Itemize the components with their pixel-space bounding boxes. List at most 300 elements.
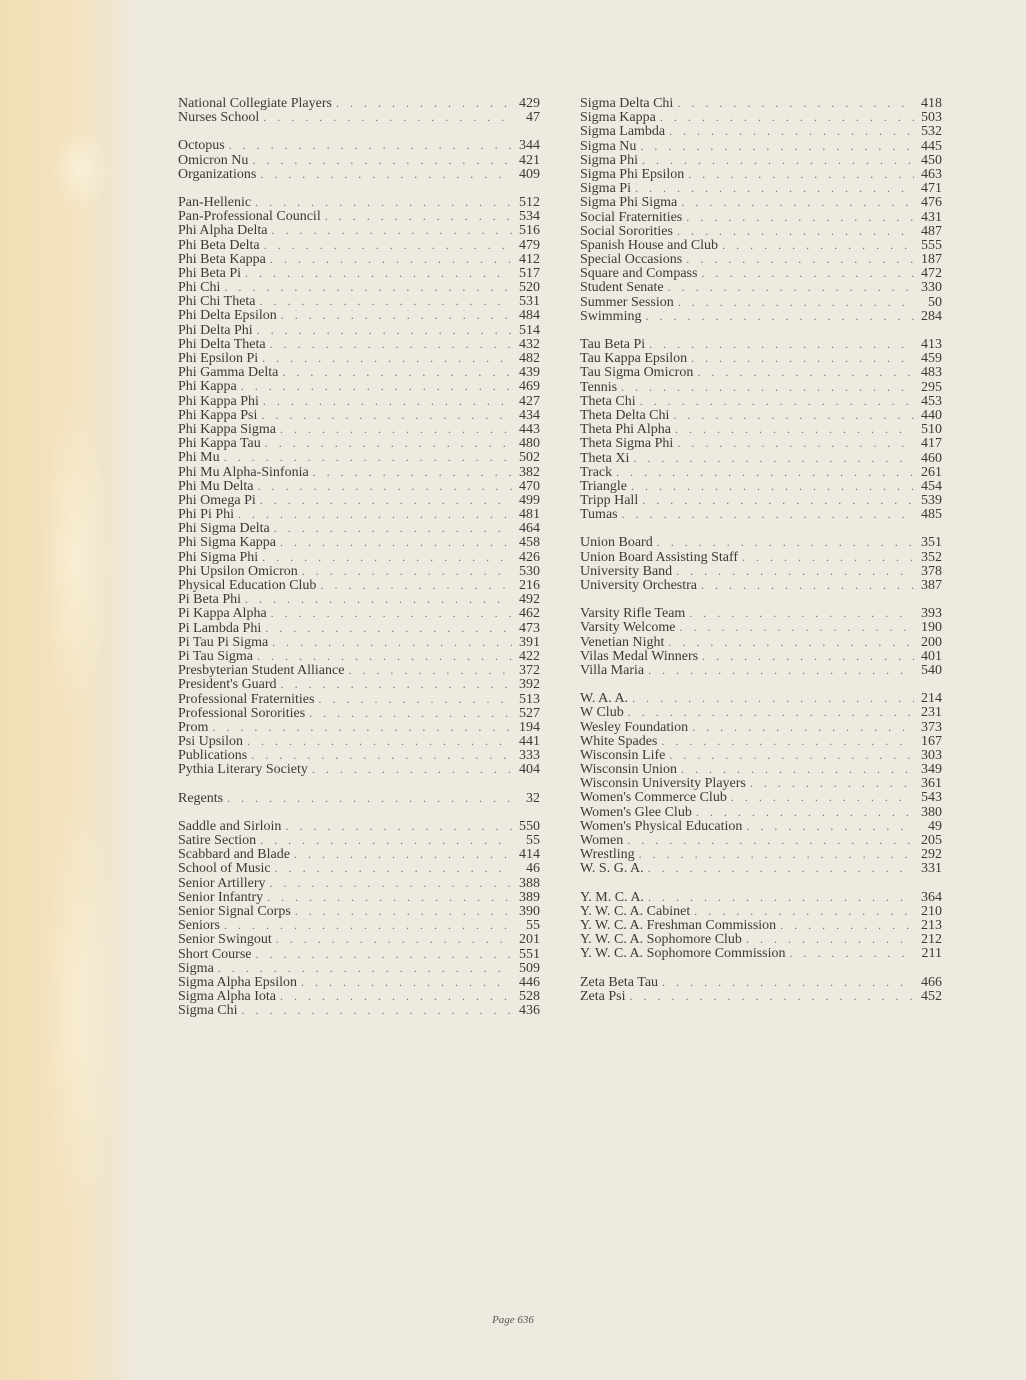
index-entry — [178, 975, 540, 989]
index-entry — [580, 805, 942, 819]
dot-leader — [260, 833, 512, 847]
entry-page-number: 487 — [921, 223, 942, 239]
entry-name: W Club — [580, 705, 624, 721]
entry-name: Wisconsin Life — [580, 747, 666, 763]
entry-name: Phi Alpha Delta — [178, 223, 268, 239]
dot-leader — [678, 295, 914, 309]
entry-page-number: 453 — [921, 393, 942, 409]
entry-name: University Orchestra — [580, 578, 698, 593]
index-entry — [178, 550, 540, 564]
entry-name: Tripp Hall — [580, 493, 639, 509]
entry-name: Wisconsin Union — [580, 762, 678, 778]
entry-page-number: 432 — [519, 336, 540, 352]
dot-leader — [212, 720, 512, 734]
entry-name: Phi Sigma Phi — [178, 549, 259, 565]
dot-leader — [312, 762, 512, 776]
entry-page-number: 452 — [921, 988, 942, 1004]
entry-page-number: 361 — [921, 776, 942, 792]
entry-name: Psi Upsilon — [178, 734, 243, 750]
dot-leader — [260, 294, 512, 308]
dot-leader — [622, 507, 914, 521]
dot-leader — [224, 918, 512, 932]
entry-name: Phi Beta Pi — [178, 265, 242, 281]
entry-name: Phi Sigma Kappa — [178, 535, 276, 551]
dot-leader — [668, 635, 914, 649]
index-entry — [580, 408, 942, 422]
entry-page-number: 200 — [921, 634, 942, 650]
dot-leader — [272, 635, 512, 649]
entry-name: Sigma Alpha Epsilon — [178, 974, 297, 990]
entry-page-number: 484 — [519, 308, 540, 324]
entry-name: Union Board — [580, 535, 653, 551]
entry-page-number: 205 — [921, 833, 942, 848]
index-entry — [178, 465, 540, 479]
index-letter-group — [178, 138, 540, 181]
entry-page-number: 516 — [519, 223, 540, 239]
entry-name: Sigma Delta Chi — [580, 96, 674, 111]
figure-illustration — [20, 60, 120, 1360]
entry-page-number: 471 — [921, 181, 942, 197]
dot-leader — [691, 351, 914, 365]
index-entry — [580, 720, 942, 734]
entry-page-number: 284 — [921, 308, 942, 324]
entry-page-number: 459 — [921, 351, 942, 367]
index-entry — [178, 677, 540, 691]
entry-name: Varsity Welcome — [580, 620, 676, 636]
index-entry — [178, 153, 540, 167]
dot-leader — [318, 692, 512, 706]
entry-name: Sigma Phi — [580, 152, 638, 168]
index-entry — [178, 748, 540, 762]
index-entry — [178, 621, 540, 635]
index-entry — [178, 734, 540, 748]
index-entry — [580, 748, 942, 762]
entry-name: Spanish House and Club — [580, 237, 719, 253]
index-entry — [178, 379, 540, 393]
entry-page-number: 503 — [921, 110, 942, 126]
index-entry — [580, 351, 942, 365]
index-entry — [178, 961, 540, 975]
index-entry — [178, 408, 540, 422]
index-entry — [580, 195, 942, 209]
dot-leader — [294, 847, 512, 861]
index-entry — [580, 394, 942, 408]
index-entry — [580, 280, 942, 294]
dot-leader — [227, 791, 512, 805]
dot-leader — [313, 465, 512, 479]
entry-page-number: 510 — [921, 422, 942, 438]
dot-leader — [275, 861, 512, 875]
entry-page-number: 534 — [519, 209, 540, 225]
dot-leader — [648, 663, 914, 677]
index-entry — [580, 96, 942, 110]
entry-page-number: 378 — [921, 563, 942, 579]
index-entry — [178, 252, 540, 266]
index-entry — [580, 266, 942, 280]
index-entry — [580, 918, 942, 932]
dot-leader — [301, 975, 512, 989]
entry-name: Phi Sigma Delta — [178, 521, 270, 537]
dot-leader — [694, 904, 914, 918]
dot-leader — [669, 748, 914, 762]
index-entry — [580, 337, 942, 351]
entry-name: White Spades — [580, 733, 658, 749]
dot-leader — [660, 110, 914, 124]
index-entry — [580, 989, 942, 1003]
index-entry — [580, 975, 942, 989]
dot-leader — [702, 649, 914, 663]
entry-name: Theta Sigma Phi — [580, 436, 674, 452]
entry-page-number: 413 — [921, 337, 942, 352]
entry-page-number: 466 — [921, 974, 942, 990]
dot-leader — [697, 365, 914, 379]
dot-leader — [790, 946, 914, 960]
entry-page-number: 330 — [921, 280, 942, 296]
entry-name: Tennis — [580, 379, 618, 395]
dot-leader — [251, 748, 512, 762]
index-entry — [178, 323, 540, 337]
index-entry — [580, 436, 942, 450]
entry-page-number: 485 — [921, 507, 942, 523]
entry-name: Pi Lambda Phi — [178, 620, 262, 636]
index-entry — [178, 280, 540, 294]
dot-leader — [285, 819, 512, 833]
dot-leader — [746, 932, 914, 946]
index-entry — [178, 904, 540, 918]
dot-leader — [649, 337, 914, 351]
index-entry — [178, 564, 540, 578]
index-entry — [178, 223, 540, 237]
dot-leader — [722, 238, 914, 252]
index-entry — [580, 295, 942, 309]
dot-leader — [260, 493, 512, 507]
entry-page-number: 463 — [921, 166, 942, 182]
dot-leader — [309, 706, 512, 720]
entry-page-number: 167 — [921, 733, 942, 749]
entry-name: Y. W. C. A. Freshman Commission — [580, 917, 777, 933]
dot-leader — [633, 451, 914, 465]
entry-page-number: 32 — [526, 790, 540, 806]
entry-name: Omicron Nu — [178, 152, 249, 168]
page-number: Page 636 — [492, 1314, 534, 1326]
entry-page-number: 520 — [519, 280, 540, 296]
entry-page-number: 422 — [519, 648, 540, 664]
entry-name: Phi Beta Kappa — [178, 251, 266, 267]
entry-name: Sigma Lambda — [580, 124, 666, 140]
entry-name: Short Course — [178, 946, 252, 962]
dot-leader — [281, 677, 512, 691]
index-letter-group — [580, 96, 942, 323]
index-entry — [580, 493, 942, 507]
dot-leader — [627, 833, 914, 847]
entry-name: President's Guard — [178, 677, 277, 693]
index-entry — [178, 96, 540, 110]
dot-leader — [701, 578, 914, 592]
index-letter-group — [178, 96, 540, 124]
index-entry — [580, 904, 942, 918]
entry-name: Phi Delta Epsilon — [178, 308, 277, 324]
dot-leader — [264, 238, 512, 252]
entry-name: Y. W. C. A. Sophomore Commission — [580, 946, 786, 962]
entry-page-number: 211 — [921, 946, 942, 962]
index-entry — [178, 762, 540, 776]
index-entry — [178, 450, 540, 464]
entry-name: Phi Kappa — [178, 379, 237, 395]
entry-page-number: 530 — [519, 563, 540, 579]
entry-page-number: 210 — [921, 903, 942, 919]
entry-page-number: 550 — [519, 818, 540, 834]
index-entry — [580, 153, 942, 167]
dot-leader — [750, 776, 914, 790]
index-entry — [580, 507, 942, 521]
entry-name: Vilas Medal Winners — [580, 648, 699, 664]
index-entry — [178, 436, 540, 450]
index-entry — [580, 734, 942, 748]
entry-name: Nurses School — [178, 110, 260, 126]
entry-page-number: 50 — [928, 294, 942, 310]
entry-name: Sigma Kappa — [580, 110, 656, 126]
entry-name: Phi Kappa Psi — [178, 407, 258, 423]
dot-leader — [257, 649, 512, 663]
index-entry — [580, 252, 942, 266]
index-letter-group — [580, 337, 942, 521]
entry-name: Pi Kappa Alpha — [178, 606, 267, 622]
entry-name: Y. W. C. A. Cabinet — [580, 903, 691, 919]
dot-leader — [616, 465, 914, 479]
entry-name: Phi Gamma Delta — [178, 365, 279, 381]
dot-leader — [238, 507, 512, 521]
entry-name: Senior Artillery — [178, 875, 266, 891]
entry-name: Senior Swingout — [178, 932, 272, 948]
dot-leader — [252, 153, 512, 167]
entry-name: Phi Delta Phi — [178, 322, 253, 338]
index-entry — [580, 663, 942, 677]
dot-leader — [681, 762, 914, 776]
index-entry — [178, 861, 540, 875]
index-entry — [580, 833, 942, 847]
entry-page-number: 454 — [921, 478, 942, 494]
entry-page-number: 527 — [519, 705, 540, 721]
entry-name: School of Music — [178, 861, 271, 877]
entry-name: Women's Commerce Club — [580, 790, 727, 806]
entry-page-number: 212 — [921, 932, 942, 948]
dot-leader — [645, 309, 914, 323]
entry-page-number: 492 — [519, 592, 540, 608]
entry-name: Student Senate — [580, 280, 664, 296]
dot-leader — [639, 847, 914, 861]
index-entry — [178, 493, 540, 507]
index-entry — [178, 167, 540, 181]
entry-page-number: 517 — [519, 265, 540, 281]
dot-leader — [642, 493, 914, 507]
entry-page-number: 462 — [519, 606, 540, 622]
entry-name: Tau Beta Pi — [580, 337, 646, 352]
dot-leader — [224, 450, 512, 464]
index-entry — [178, 195, 540, 209]
index-entry — [580, 578, 942, 592]
entry-name: Theta Phi Alpha — [580, 422, 671, 438]
entry-name: Special Occasions — [580, 252, 683, 268]
index-entry — [178, 592, 540, 606]
entry-page-number: 540 — [921, 662, 942, 678]
dot-leader — [247, 734, 512, 748]
entry-name: Professional Fraternities — [178, 691, 315, 707]
index-entry — [580, 365, 942, 379]
entry-page-number: 409 — [519, 166, 540, 182]
entry-page-number: 470 — [519, 478, 540, 494]
entry-page-number: 349 — [921, 762, 942, 778]
entry-page-number: 473 — [519, 620, 540, 636]
index-entry — [178, 507, 540, 521]
entry-name: Senior Infantry — [178, 889, 264, 905]
dot-leader — [229, 138, 512, 152]
dot-leader — [241, 379, 512, 393]
entry-name: Presbyterian Student Alliance — [178, 663, 345, 679]
entry-name: Sigma Nu — [580, 138, 637, 154]
index-entry — [178, 337, 540, 351]
entry-page-number: 414 — [519, 847, 540, 863]
dot-leader — [245, 592, 512, 606]
dot-leader — [673, 408, 914, 422]
index-entry — [178, 663, 540, 677]
entry-page-number: 55 — [526, 833, 540, 848]
dot-leader — [731, 790, 914, 804]
index-letter-group — [178, 195, 540, 777]
index-entry — [580, 110, 942, 124]
entry-name: Phi Omega Pi — [178, 492, 256, 508]
dot-leader — [263, 394, 512, 408]
dot-leader — [325, 209, 512, 223]
dot-leader — [621, 380, 914, 394]
index-entry — [178, 422, 540, 436]
entry-page-number: 364 — [921, 889, 942, 905]
index-entry — [580, 238, 942, 252]
entry-page-number: 344 — [519, 138, 540, 154]
entry-name: Varsity Rifle Team — [580, 606, 686, 622]
dot-leader — [630, 989, 915, 1003]
dot-leader — [676, 564, 914, 578]
entry-name: Seniors — [178, 918, 220, 934]
entry-page-number: 412 — [519, 251, 540, 267]
entry-name: Tau Sigma Omicron — [580, 365, 694, 381]
entry-page-number: 539 — [921, 493, 942, 509]
entry-name: Wisconsin University Players — [580, 776, 746, 792]
entry-page-number: 434 — [519, 407, 540, 423]
dot-leader — [270, 337, 512, 351]
dot-leader — [224, 280, 512, 294]
entry-name: Villa Maria — [580, 662, 645, 678]
dot-leader — [692, 720, 914, 734]
dot-leader — [302, 564, 512, 578]
entry-name: Pan-Hellenic — [178, 194, 252, 210]
dot-leader — [742, 550, 914, 564]
entry-page-number: 429 — [519, 96, 540, 111]
entry-name: Sigma — [178, 960, 214, 976]
index-entry — [580, 309, 942, 323]
entry-page-number: 418 — [921, 96, 942, 111]
index-entry — [580, 762, 942, 776]
entry-page-number: 352 — [921, 549, 942, 565]
entry-name: Sigma Chi — [178, 1003, 238, 1019]
dot-leader — [648, 861, 914, 875]
entry-name: W. S. G. A. — [580, 861, 644, 877]
entry-page-number: 292 — [921, 847, 942, 863]
index-entry — [178, 847, 540, 861]
entry-page-number: 187 — [921, 252, 942, 268]
entry-name: Prom — [178, 719, 209, 735]
entry-name: Senior Signal Corps — [178, 903, 291, 919]
index-entry — [580, 606, 942, 620]
index-entry — [178, 720, 540, 734]
entry-page-number: 481 — [519, 507, 540, 523]
entry-page-number: 333 — [519, 748, 540, 764]
entry-page-number: 194 — [519, 719, 540, 735]
entry-page-number: 543 — [921, 790, 942, 806]
entry-page-number: 431 — [921, 209, 942, 225]
index-entry — [580, 620, 942, 634]
entry-page-number: 460 — [921, 450, 942, 466]
entry-name: Venetian Night — [580, 634, 665, 650]
entry-name: Octopus — [178, 138, 225, 154]
index-entry — [178, 294, 540, 308]
dot-leader — [218, 961, 512, 975]
entry-name: Track — [580, 464, 613, 480]
entry-page-number: 295 — [921, 379, 942, 395]
index-entry — [178, 394, 540, 408]
entry-name: Phi Kappa Sigma — [178, 421, 276, 437]
index-entry — [580, 635, 942, 649]
entry-page-number: 417 — [921, 436, 942, 452]
entry-name: W. A. A. — [580, 691, 629, 707]
entry-name: Phi Upsilon Omicron — [178, 563, 298, 579]
index-entry — [580, 847, 942, 861]
entry-page-number: 351 — [921, 535, 942, 551]
entry-page-number: 261 — [921, 464, 942, 480]
entry-name: Phi Chi — [178, 280, 221, 296]
index-letter-group — [580, 606, 942, 677]
entry-page-number: 373 — [921, 719, 942, 735]
entry-page-number: 446 — [519, 974, 540, 990]
index-entry — [178, 138, 540, 152]
entry-name: Square and Compass — [580, 266, 698, 282]
entry-name: Regents — [178, 790, 224, 806]
entry-page-number: 426 — [519, 549, 540, 565]
dot-leader — [263, 110, 512, 124]
entry-page-number: 46 — [526, 861, 540, 877]
dot-leader — [688, 167, 914, 181]
entry-page-number: 436 — [519, 1003, 540, 1019]
entry-name: Phi Kappa Phi — [178, 393, 259, 409]
entry-name: Social Sororities — [580, 223, 673, 239]
dot-leader — [669, 124, 914, 138]
entry-name: Union Board Assisting Staff — [580, 549, 739, 565]
index-entry — [580, 422, 942, 436]
dot-leader — [696, 805, 914, 819]
entry-name: University Band — [580, 563, 673, 579]
entry-page-number: 49 — [928, 818, 942, 834]
entry-name: Physical Education Club — [178, 578, 317, 593]
dot-leader — [255, 195, 512, 209]
entry-page-number: 303 — [921, 747, 942, 763]
dot-leader — [242, 1003, 512, 1017]
dot-leader — [642, 153, 914, 167]
entry-name: Women's Physical Education — [580, 818, 743, 834]
entry-name: Publications — [178, 748, 248, 764]
dot-leader — [677, 436, 914, 450]
entry-name: Phi Mu Alpha-Sinfonia — [178, 464, 309, 480]
entry-page-number: 392 — [519, 677, 540, 693]
index-entry — [580, 224, 942, 238]
